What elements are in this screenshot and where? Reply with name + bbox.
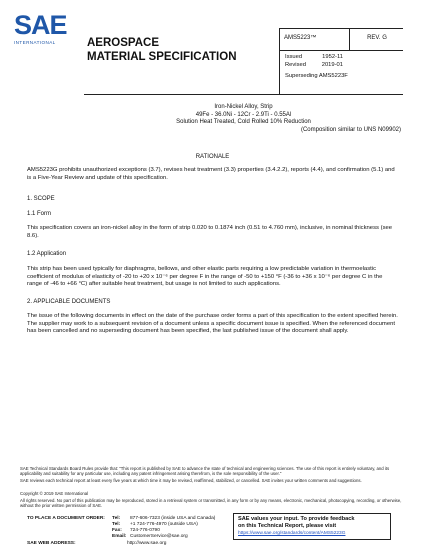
tel1-key: Tel:	[112, 516, 121, 521]
doc-number: AMS5223™	[284, 35, 317, 41]
rationale-text: AMS5223G prohibits unauthorized exceptions (3.7), revises heat treatment (3.3) properties (3.4.2.2), reports (4.4), and confirmation (5.1) and is a Five-Year Review and update of this specification.	[27, 167, 395, 181]
tsb-notice: SAE Technical Standards Board Rules provide that: "This report is published by SAE to advance the state of technical and engineering sciences. The use of this report is entirely voluntary, and its applicability and suitability for any particular use, including any patent infringement arising therefrom, is the sole responsibility of the user."	[20, 466, 390, 477]
header-rule-top	[279, 28, 403, 29]
tel2-value: +1 724-776-4970 (outside USA)	[130, 522, 198, 527]
tel2-key: Tel:	[112, 522, 121, 527]
issued-value: 1952-11	[322, 54, 343, 60]
web-address[interactable]: http://www.sae.org	[126, 541, 167, 546]
email-value[interactable]: CustomerService@sae.org	[130, 534, 188, 539]
rights-notice: All rights reserved. No part of this publication may be reproduced, stored in a retrieval system or transmitted, in any form or by any means, electronic, mechanical, photocopying, recording, or otherwise, without the prior written permission of SAE.	[20, 498, 402, 509]
tel1-value: 877-606-7323 (inside USA and Canada)	[130, 516, 216, 521]
feedback-box	[233, 513, 391, 540]
email-key: Email:	[112, 534, 127, 539]
subject-line4: (Composition similar to UNS N09902)	[300, 126, 401, 133]
order-label: TO PLACE A DOCUMENT ORDER:	[27, 516, 105, 521]
subject-line1: Iron-Nickel Alloy, Strip	[214, 104, 273, 110]
section-documents-heading: 2. APPLICABLE DOCUMENTS	[27, 299, 111, 305]
subject-line3: Solution Heat Treated, Cold Rolled 10% Reduction	[176, 119, 311, 126]
section-form-text: This specification covers an iron-nickel alloy in the form of strip 0.020 to 0.1874 inch (0.51 to 4.760 mm), inclusive, in nominal thickness (see 8.6).	[27, 225, 393, 239]
feedback-line2: on this Technical Report, please visit	[238, 523, 337, 529]
issue-dates	[285, 54, 343, 69]
section-application-heading: 1.2 Application	[27, 251, 67, 257]
section-application-text: This strip has been used typically for diaphragms, bellows, and other elastic parts requiring a low predictable variation in thermoelastic coefficient of modulus of elasticity of -20 to +20 x 10⁻⁶ per degree F in the range of -50 to +150 °F (-36 to +36 x 10⁻⁶ per degree C in the range of -46 to +66 °C) after suitable heat treatment, but usage is not limited to such applications.	[27, 266, 383, 288]
section-form-heading: 1.1 Form	[27, 211, 52, 217]
rev-divider	[349, 28, 350, 50]
section-documents-text: The issue of the following documents in effect on the date of the purchase order forms a part of this specification to the extent specified herein. The supplier may work to a subsequent revision of a document unless a specific document issue is specified. When the referenced document has been cancelled and no superseding document has been specified, the last published issue of the document shall apply.	[27, 313, 398, 335]
logo-subtext: INTERNATIONAL	[14, 40, 56, 45]
header-title-line2: MATERIAL SPECIFICATION	[87, 51, 237, 63]
copyright: Copyright © 2019 SAE International	[20, 491, 89, 496]
document-subject	[84, 104, 403, 134]
fax-key: Fax:	[112, 528, 122, 533]
header-rule-middle	[279, 50, 403, 51]
header-title	[87, 36, 237, 64]
issued-label: Issued	[285, 54, 303, 60]
subject-line2: 49Fe - 36.0Ni - 12Cr - 2.9Ti - 0.55Al	[195, 111, 292, 118]
section-scope-heading: 1. SCOPE	[27, 196, 55, 202]
revision-label: REV. G	[367, 35, 387, 41]
web-label: SAE WEB ADDRESS:	[27, 541, 76, 546]
fax-value: 724-776-0790	[130, 528, 160, 533]
header-rule-bottom	[84, 94, 403, 95]
feedback-line1: SAE values your input. To provide feedback	[238, 516, 355, 522]
order-contacts	[112, 516, 215, 540]
revised-value: 2019-01	[321, 61, 343, 68]
superseding-note: Superseding AMS5223F	[285, 73, 348, 79]
sae-logo	[14, 12, 66, 45]
header-divider	[279, 28, 280, 94]
revised-label: Revised	[285, 61, 306, 68]
web-address-label	[27, 541, 166, 546]
rationale-heading: RATIONALE	[195, 154, 230, 160]
feedback-link[interactable]: https://www.sae.org/standards/content/AMS5223G	[238, 531, 346, 536]
header-title-line1: AEROSPACE	[87, 37, 159, 49]
logo-mark: SAE	[14, 10, 67, 40]
review-notice: SAE reviews each technical report at least every five years at which time it may be revised, reaffirmed, stabilized, or cancelled. SAE invites your written comments and suggestions.	[20, 478, 362, 483]
